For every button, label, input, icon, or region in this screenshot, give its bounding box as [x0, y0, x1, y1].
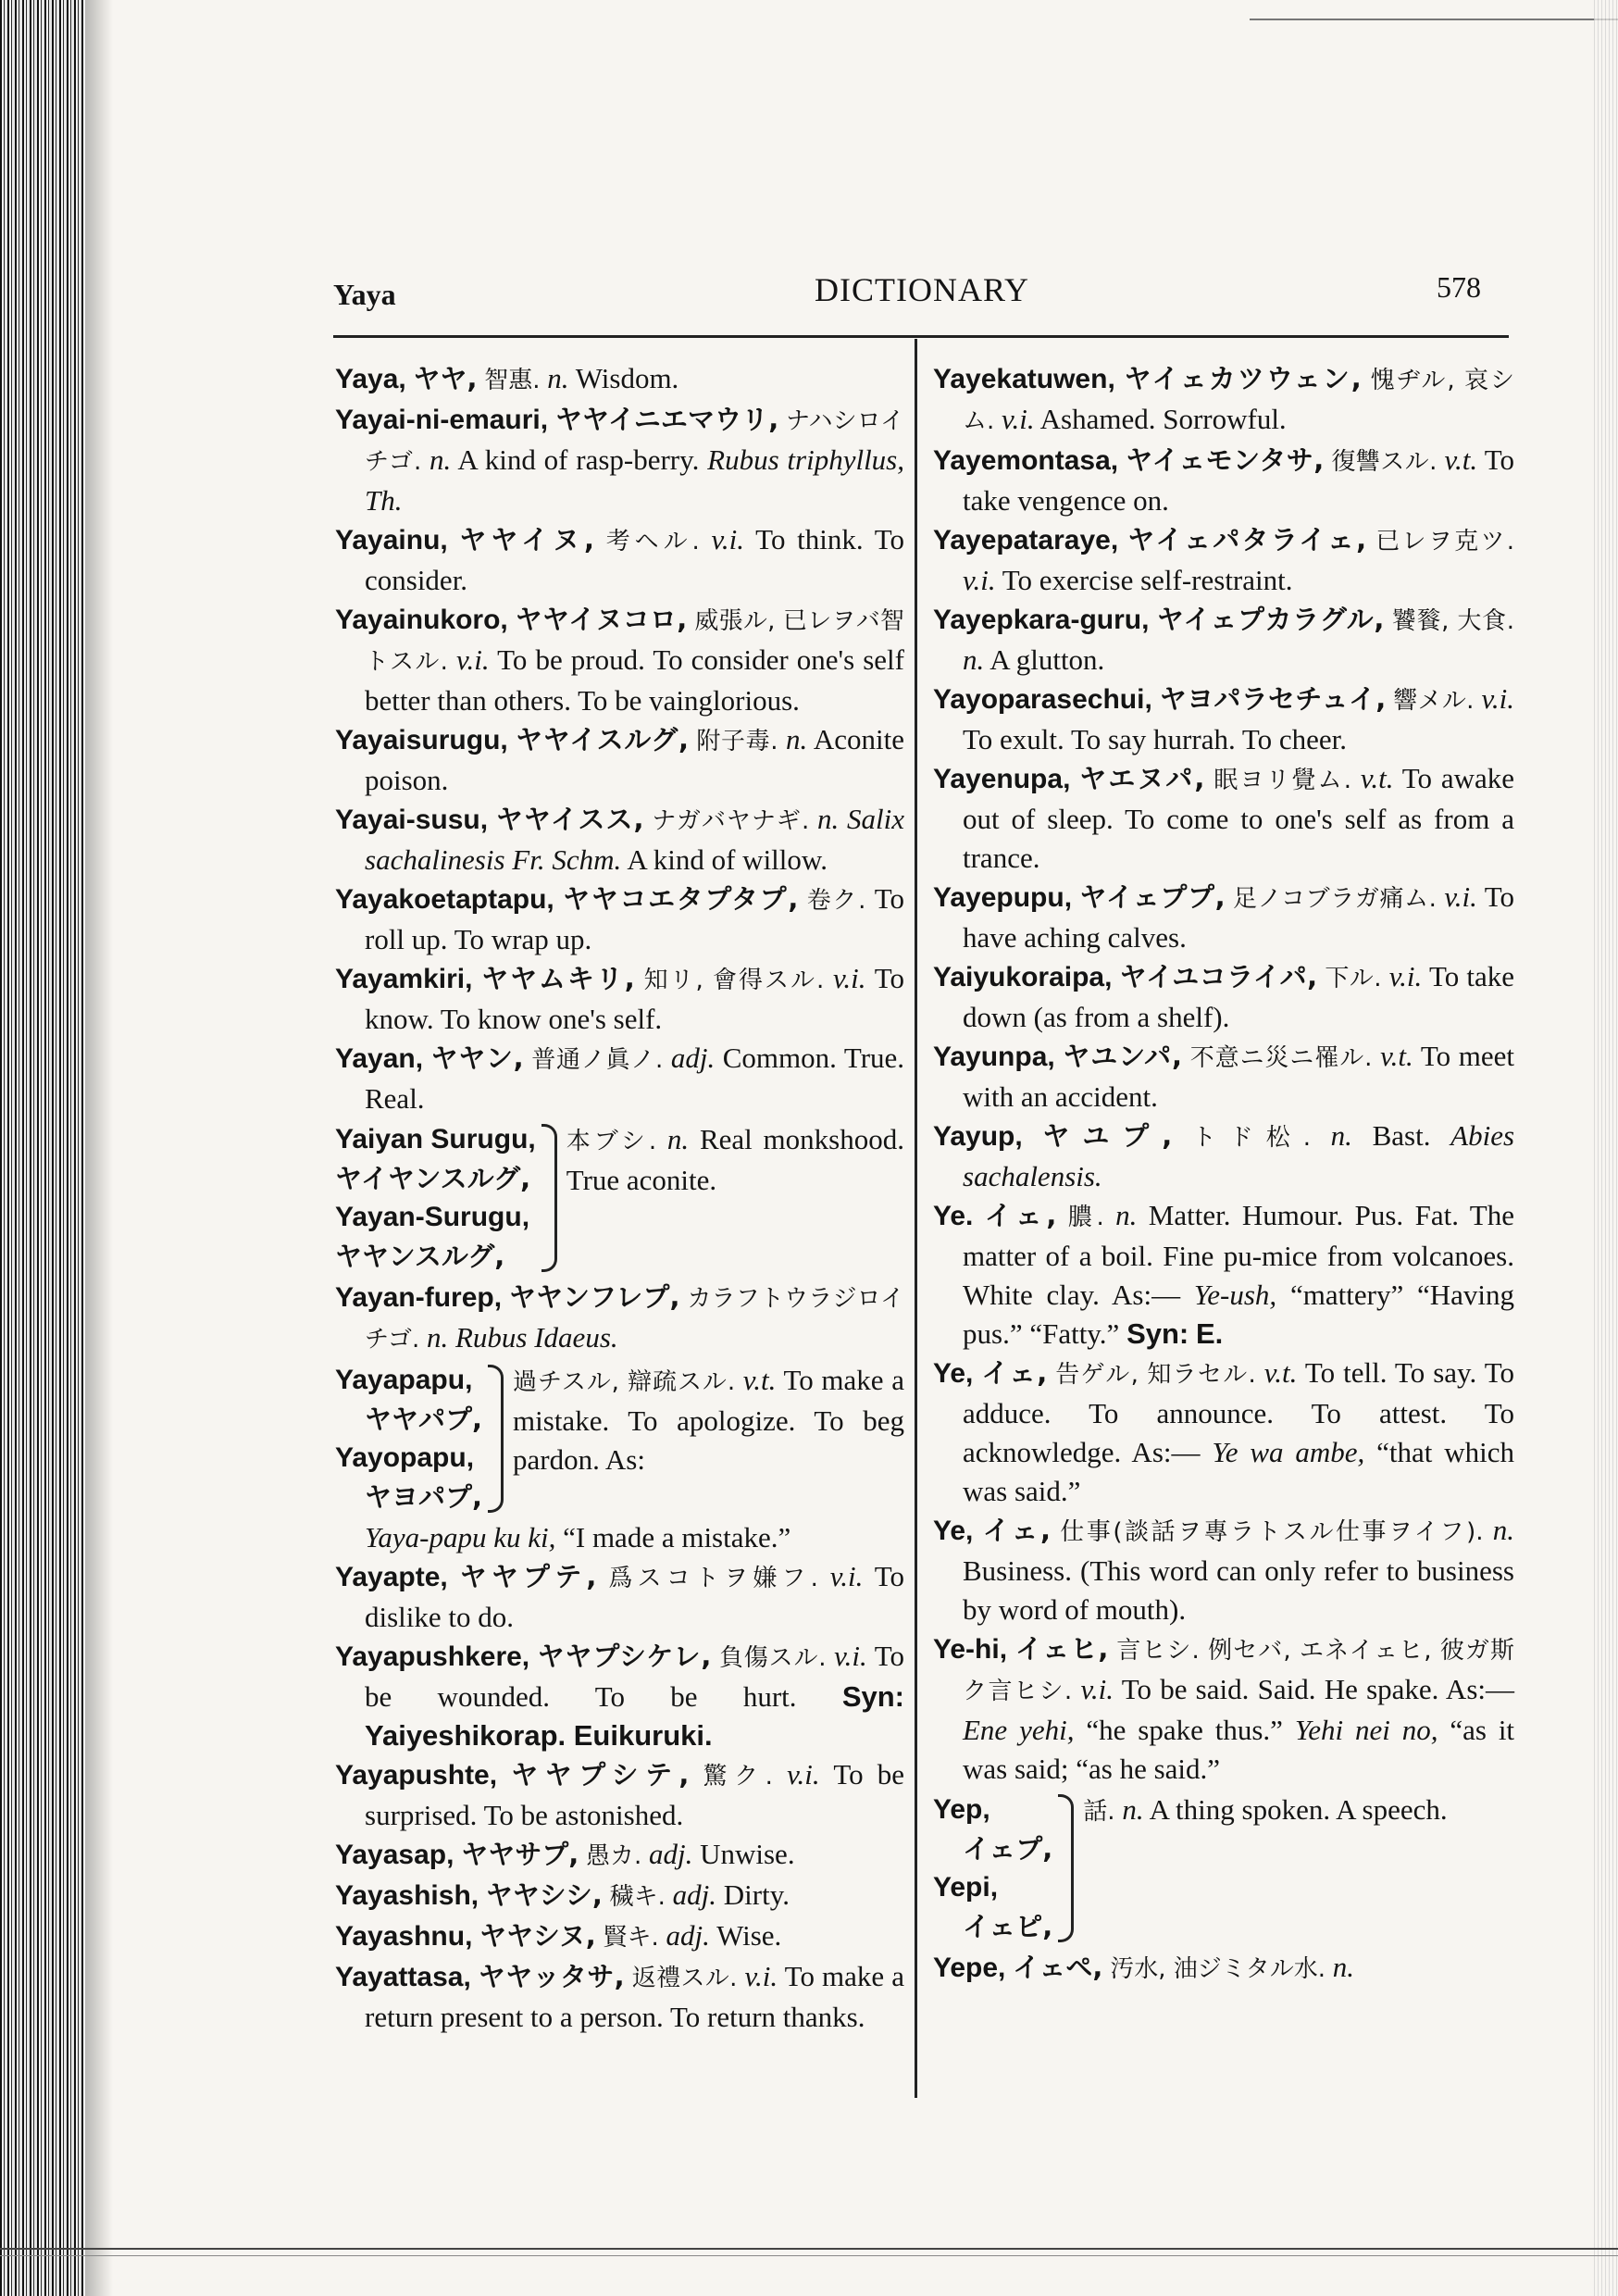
japanese-gloss: 話. — [1083, 1798, 1115, 1826]
japanese-gloss: 穢キ. — [609, 1883, 666, 1911]
japanese-gloss: 爲スコトヲ嫌フ. — [608, 1565, 818, 1592]
entry-ye-business — [933, 1511, 1514, 1629]
definition: A thing spoken. A speech. — [1149, 1793, 1448, 1826]
part-of-speech: n. — [547, 362, 569, 394]
katakana: ヤイェププ, — [1079, 881, 1226, 913]
definition: A kind of willow. — [627, 843, 828, 876]
definition: To know. To know one's self. — [365, 962, 904, 1035]
definition: To think. To consider. — [365, 523, 904, 596]
katakana: ヤヨパプ, — [365, 1481, 483, 1513]
katakana: イェペ, — [1013, 1952, 1103, 1983]
headword: Yayai-susu, — [335, 805, 489, 835]
definition: Ashamed. Sorrowful. — [1039, 403, 1287, 435]
right-column — [933, 359, 1514, 1989]
synonyms: E. — [1196, 1317, 1224, 1350]
part-of-speech: adj. — [670, 1042, 716, 1074]
katakana: ヤヤンスルグ, — [335, 1241, 505, 1272]
headword: Yep, — [933, 1794, 990, 1825]
entry-yayainukoro — [335, 600, 904, 720]
part-of-speech: n. — [429, 443, 452, 476]
headword: Ye, — [933, 1358, 974, 1389]
part-of-speech: v.i. — [829, 1560, 864, 1592]
example-phrase: Yaya-papu ku ki, — [365, 1521, 556, 1554]
entry-group-yaiyan-surugu — [335, 1120, 904, 1276]
definition: To exult. To say hurrah. To cheer. — [963, 723, 1348, 755]
entry-yayashnu — [335, 1916, 904, 1957]
katakana: ヤヨパラセチュイ, — [1159, 683, 1387, 715]
entry-yayepupu — [933, 878, 1514, 957]
definition: To make a return present to a person. To return thanks. — [365, 1960, 905, 2033]
part-of-speech: n. — [1492, 1514, 1515, 1546]
headword: Yayenupa, — [933, 764, 1071, 794]
japanese-gloss: 膿. — [1067, 1204, 1104, 1231]
example-phrase: Yehi nei no, — [1294, 1714, 1438, 1746]
part-of-speech: v.i. — [744, 1960, 778, 1992]
katakana: ヤヤイヌコロ, — [515, 604, 688, 635]
katakana: ヤイェモンタサ, — [1126, 444, 1325, 476]
katakana: イェ, — [981, 1357, 1048, 1389]
japanese-gloss: 下ル. — [1325, 965, 1382, 992]
definition: To take down (as from a shelf). — [963, 960, 1515, 1033]
header-title: DICTIONARY — [815, 271, 1029, 308]
japanese-gloss: 足ノコブラガ痛ム. — [1233, 885, 1437, 913]
definition: To dislike to do. — [365, 1560, 905, 1633]
definition: To roll up. To wrap up. — [365, 882, 905, 955]
japanese-gloss: 考ヘル. — [605, 528, 700, 555]
part-of-speech: v.t. — [1444, 443, 1478, 476]
japanese-gloss: ナガバヤナギ. — [652, 807, 810, 835]
katakana: ヤイェプカラグル, — [1156, 604, 1385, 635]
headword: Yaiyukoraipa, — [933, 962, 1113, 992]
part-of-speech: v.i. — [834, 1640, 867, 1672]
headword: Yayepataraye, — [933, 525, 1119, 555]
japanese-gloss: 賢キ. — [603, 1924, 659, 1952]
headword: Yayaisurugu, — [335, 725, 508, 755]
katakana: ヤヤプシケレ, — [537, 1641, 712, 1672]
headword: Yayasap, — [335, 1840, 454, 1870]
katakana: ヤヤシヌ, — [479, 1920, 596, 1952]
japanese-gloss: 饕餮, 大食. — [1391, 607, 1515, 635]
headword: Yaya, — [335, 364, 406, 394]
column-divider — [915, 339, 917, 2098]
japanese-gloss: 眠ヨリ覺ム. — [1214, 767, 1352, 794]
definition: Wisdom. — [575, 362, 679, 394]
definition: Real monkshood. True aconite. — [566, 1123, 904, 1196]
entry-group-yayapapu — [335, 1361, 904, 1516]
header-rule — [333, 335, 1509, 338]
headword: Ye, — [933, 1516, 974, 1546]
headword: Yayepkara-guru, — [933, 605, 1150, 635]
definition: Business. (This word can only refer to business by word of mouth). — [963, 1554, 1514, 1626]
japanese-gloss: 附子毒. — [696, 728, 778, 755]
book-binding-edge — [0, 0, 85, 2296]
japanese-gloss: 仕事(談話ヲ專ラトスル仕事ヲイフ). — [1060, 1518, 1484, 1546]
latin-name: Salix sachalinesis Fr. Schm. — [365, 803, 905, 876]
example-phrase: Ye wa ambe, — [1212, 1436, 1365, 1468]
entry-yayaisurugu — [335, 720, 904, 800]
definition: To meet with an accident. — [963, 1040, 1515, 1113]
katakana: イェプ, — [963, 1833, 1053, 1865]
japanese-gloss: 汚水, 油ジミタル水. — [1110, 1955, 1326, 1983]
japanese-gloss: 負傷スル. — [718, 1644, 827, 1672]
part-of-speech: v.t. — [742, 1364, 777, 1396]
japanese-gloss: カラフトウラジロイチゴ. — [365, 1285, 905, 1354]
japanese-gloss: 返禮スル. — [631, 1965, 738, 1992]
part-of-speech: v.i. — [832, 962, 866, 994]
japanese-gloss: 卷ク. — [806, 887, 866, 915]
example-phrase: Ye-ush, — [1193, 1279, 1277, 1311]
headword: Yayashnu, — [335, 1921, 473, 1952]
part-of-speech: v.i. — [711, 523, 745, 555]
part-of-speech: adj. — [648, 1838, 693, 1870]
part-of-speech: adj. — [666, 1919, 710, 1952]
group-definition — [513, 1361, 904, 1516]
page-number: 578 — [1437, 270, 1481, 304]
part-of-speech: n. — [426, 1321, 449, 1354]
part-of-speech: v.t. — [1360, 762, 1394, 794]
katakana: ヤユンパ, — [1063, 1041, 1183, 1072]
definition: To be wounded. To be hurt. — [365, 1640, 905, 1713]
entry-yepe — [933, 1948, 1514, 1989]
katakana: ヤイヤンスルグ, — [335, 1163, 531, 1194]
entry-yayapte — [335, 1557, 904, 1637]
example-translation: “mattery” “Having pus.” “Fatty.” — [963, 1279, 1515, 1350]
part-of-speech: v.t. — [1263, 1356, 1298, 1389]
entry-yayai-susu — [335, 800, 904, 880]
definition: To take vengence on. — [963, 443, 1514, 517]
definition: To tell. To say. To adduce. To announce. To attest. To acknowledge. As:— — [963, 1356, 1515, 1468]
definition: To awake out of sleep. To come to one's self as from a trance. — [963, 762, 1515, 874]
entry-yayoparasechui — [933, 680, 1514, 759]
japanese-gloss: 言ヒシ. 例セバ, エネイェヒ, 彼ガ斯ク言ヒシ. — [963, 1637, 1515, 1705]
headword: Yayakoetaptapu, — [335, 884, 554, 915]
katakana: ヤヤサプ, — [461, 1839, 579, 1870]
entry-yayan — [335, 1039, 904, 1118]
headword: Yayepupu, — [933, 882, 1073, 913]
katakana: イェ, — [982, 1515, 1052, 1546]
entry-yayenupa — [933, 759, 1514, 878]
part-of-speech: v.i. — [787, 1758, 820, 1791]
part-of-speech: v.i. — [1080, 1673, 1114, 1705]
definition: Matter. Humour. Pus. Fat. The matter of a boil. Fine pu-mice from volcanoes. White clay. As:— — [963, 1199, 1514, 1311]
japanese-gloss: 響メル. — [1393, 687, 1475, 715]
definition: A kind of rasp-berry. — [457, 443, 700, 476]
definition: To be said. Said. He spake. As:— — [1121, 1673, 1514, 1705]
entry-yayakoetaptapu — [335, 880, 904, 959]
japanese-gloss: 過チスル, 辯疏スル. — [513, 1368, 736, 1396]
katakana: イェ, — [984, 1200, 1057, 1231]
katakana: ヤヤイヌ, — [459, 524, 595, 555]
japanese-gloss: ナハシロイチゴ. — [365, 407, 904, 476]
part-of-speech: v.i. — [456, 643, 490, 676]
katakana: ヤヤイニエマウリ, — [554, 404, 779, 435]
running-header — [333, 270, 1481, 326]
definition: Wise. — [716, 1919, 782, 1952]
headword: Yayan-furep, — [335, 1282, 503, 1313]
headword-variants — [933, 1791, 1052, 1946]
japanese-gloss: 已レヲ克ツ. — [1375, 528, 1515, 555]
definition: To be proud. To consider one's self better than others. To be vainglorious. — [365, 643, 904, 717]
entry-yayan-furep — [335, 1278, 904, 1359]
katakana: イェヒ, — [1014, 1633, 1109, 1665]
part-of-speech: n. — [1115, 1199, 1138, 1231]
definition: Bast. — [1372, 1119, 1431, 1152]
entry-yayunpa — [933, 1037, 1514, 1117]
headword: Yayattasa, — [335, 1962, 471, 1992]
katakana: ヤヤパプ, — [365, 1404, 483, 1435]
katakana: ヤイェカツウェン, — [1124, 363, 1362, 394]
right-page-edge — [1594, 0, 1618, 2296]
headword: Yepe, — [933, 1953, 1006, 1983]
headword: Yayapapu, — [335, 1365, 473, 1395]
katakana: ヤヤ, — [413, 363, 478, 394]
gutter-shadow — [85, 0, 113, 2296]
part-of-speech: v.i. — [1481, 682, 1515, 715]
definition: To exercise self-restraint. — [1002, 564, 1293, 596]
group-definition — [566, 1120, 904, 1276]
entry-ye-pus — [933, 1196, 1514, 1354]
headword: Yayopapu, — [335, 1442, 475, 1473]
synonyms: Yaiyeshikorap. Euikuruki. — [365, 1719, 713, 1752]
katakana: ヤユプ, — [1042, 1120, 1173, 1152]
katakana: ヤイェパタライェ, — [1127, 524, 1367, 555]
headword: Yepi, — [933, 1872, 999, 1903]
definition: A glutton. — [989, 643, 1105, 676]
latin-name: Rubus Idaeus. — [454, 1321, 618, 1354]
entry-yayasap — [335, 1835, 904, 1876]
example-line — [335, 1518, 904, 1557]
headword: Yayup, — [933, 1121, 1023, 1152]
part-of-speech: n. — [1332, 1951, 1354, 1983]
part-of-speech: v.i. — [963, 564, 996, 596]
entry-yayup — [933, 1117, 1514, 1196]
brace-bracket — [1058, 1794, 1074, 1942]
headword: Ye. — [933, 1201, 974, 1231]
japanese-gloss: 知リ, 會得スル. — [643, 967, 825, 994]
example-translation: “I made a mistake.” — [563, 1521, 791, 1554]
headword: Yayunpa, — [933, 1042, 1055, 1072]
left-column — [335, 359, 904, 2037]
headword: Yayai-ni-emauri, — [335, 405, 549, 435]
part-of-speech: n. — [666, 1123, 690, 1155]
definition: Unwise. — [700, 1838, 795, 1870]
entry-yayepkara-guru — [933, 600, 1514, 680]
katakana: ヤイユコライパ, — [1119, 961, 1318, 992]
entry-ye-hi — [933, 1629, 1514, 1789]
headword: Yayashish, — [335, 1880, 479, 1911]
part-of-speech: v.i. — [1444, 880, 1477, 913]
part-of-speech: n. — [1122, 1793, 1144, 1826]
katakana: イェピ, — [963, 1911, 1053, 1942]
part-of-speech: v.t. — [1380, 1040, 1413, 1072]
part-of-speech: v.i. — [1002, 403, 1035, 435]
part-of-speech: n. — [817, 803, 840, 835]
katakana: ヤヤッタサ, — [478, 1961, 625, 1992]
japanese-gloss: 驚ク. — [703, 1763, 773, 1791]
group-definition — [1083, 1791, 1514, 1946]
headword: Yayan, — [335, 1043, 424, 1074]
katakana: ヤヤプシテ, — [511, 1759, 690, 1791]
katakana: ヤヤイスス, — [495, 804, 644, 835]
katakana: ヤヤン, — [430, 1042, 524, 1074]
entry-yayekatuwen — [933, 359, 1514, 441]
headword: Yayamkiri, — [335, 964, 473, 994]
definition: Common. True. Real. — [365, 1042, 905, 1115]
japanese-gloss: 普通ノ眞ノ. — [531, 1046, 664, 1074]
entry-yayapushkere — [335, 1637, 904, 1755]
example-translation: “that which was said.” — [963, 1436, 1515, 1507]
synonym-label: Syn: — [1126, 1317, 1189, 1350]
part-of-speech: n. — [963, 643, 985, 676]
top-page-edge — [1250, 0, 1618, 20]
example-phrase: Ene yehi, — [963, 1714, 1075, 1746]
headword-variants — [335, 1120, 536, 1276]
definition: Dirty. — [723, 1878, 790, 1911]
part-of-speech: n. — [1330, 1119, 1352, 1152]
entry-yayattasa — [335, 1957, 904, 2037]
headword: Yayoparasechui, — [933, 684, 1152, 715]
katakana: ヤヤイスルグ, — [516, 724, 689, 755]
japanese-gloss: 告ゲル, 知ラセル. — [1055, 1361, 1256, 1389]
header-guide-word: Yaya — [333, 278, 396, 311]
japanese-gloss: 復讐スル. — [1331, 448, 1438, 476]
katakana: ヤエヌパ, — [1079, 763, 1205, 794]
entry-yayemontasa — [933, 441, 1514, 520]
headword: Yayainukoro, — [335, 605, 508, 635]
entry-yaiyukoraipa — [933, 957, 1514, 1037]
entry-yayainu — [335, 520, 904, 600]
japanese-gloss: トド松. — [1191, 1124, 1311, 1152]
part-of-speech: v.i. — [1388, 960, 1423, 992]
latin-name: Rubus triphyllus, Th. — [365, 443, 904, 517]
latin-name: Abies sachalensis. — [963, 1119, 1515, 1192]
katakana: ヤヤシシ, — [485, 1879, 603, 1911]
synonym-label: Syn: — [841, 1680, 905, 1713]
entry-yayapushte — [335, 1755, 904, 1835]
entry-group-yep — [933, 1791, 1514, 1946]
japanese-gloss: 本ブシ. — [566, 1128, 657, 1155]
entry-yayai-ni-emauri — [335, 400, 904, 520]
japanese-gloss: 愚カ. — [585, 1842, 642, 1870]
entry-yayashish — [335, 1876, 904, 1916]
katakana: ヤヤンフレプ, — [508, 1281, 680, 1313]
headword: Yayapushte, — [335, 1760, 498, 1791]
entry-ye-tell — [933, 1354, 1514, 1511]
headword: Yayapte, — [335, 1562, 448, 1592]
headword: Yayemontasa, — [933, 445, 1119, 476]
japanese-gloss: 威張ル, 已レヲバ智トスル. — [365, 607, 905, 676]
example-translation: “he spake thus.” — [1086, 1714, 1283, 1746]
headword: Ye-hi, — [933, 1634, 1008, 1665]
katakana: ヤヤコエタプタプ, — [563, 883, 799, 915]
definition: Aconite poison. — [365, 723, 905, 796]
brace-bracket — [541, 1124, 557, 1272]
definition: To make a mistake. To apologize. To beg pardon. As: — [513, 1364, 904, 1476]
bottom-page-edge — [0, 2248, 1618, 2256]
definition: To have aching calves. — [963, 880, 1514, 954]
part-of-speech: adj. — [672, 1878, 717, 1911]
headword: Yayan-Surugu, — [335, 1202, 530, 1232]
katakana: ヤヤプテ, — [459, 1561, 597, 1592]
katakana: ヤヤムキリ, — [481, 963, 635, 994]
headword: Yayapushkere, — [335, 1641, 530, 1672]
entry-yayamkiri — [335, 959, 904, 1039]
example-translation: “as it was said; “as he said.” — [963, 1714, 1515, 1785]
headword: Yayainu, — [335, 525, 448, 555]
entry-yaya — [335, 359, 904, 400]
part-of-speech: n. — [785, 723, 808, 755]
japanese-gloss: 智惠. — [484, 367, 541, 394]
headword: Yayekatuwen, — [933, 364, 1115, 394]
entry-yayepataraye — [933, 520, 1514, 600]
japanese-gloss: 不意ニ災ニ罹ル. — [1189, 1044, 1373, 1072]
headword: Yaiyan Surugu, — [335, 1124, 536, 1154]
definition: To be surprised. To be astonished. — [365, 1758, 905, 1831]
japanese-gloss: 愧ヂル, 哀シム. — [963, 367, 1515, 435]
brace-bracket — [488, 1365, 504, 1513]
headword-variants — [335, 1361, 482, 1516]
